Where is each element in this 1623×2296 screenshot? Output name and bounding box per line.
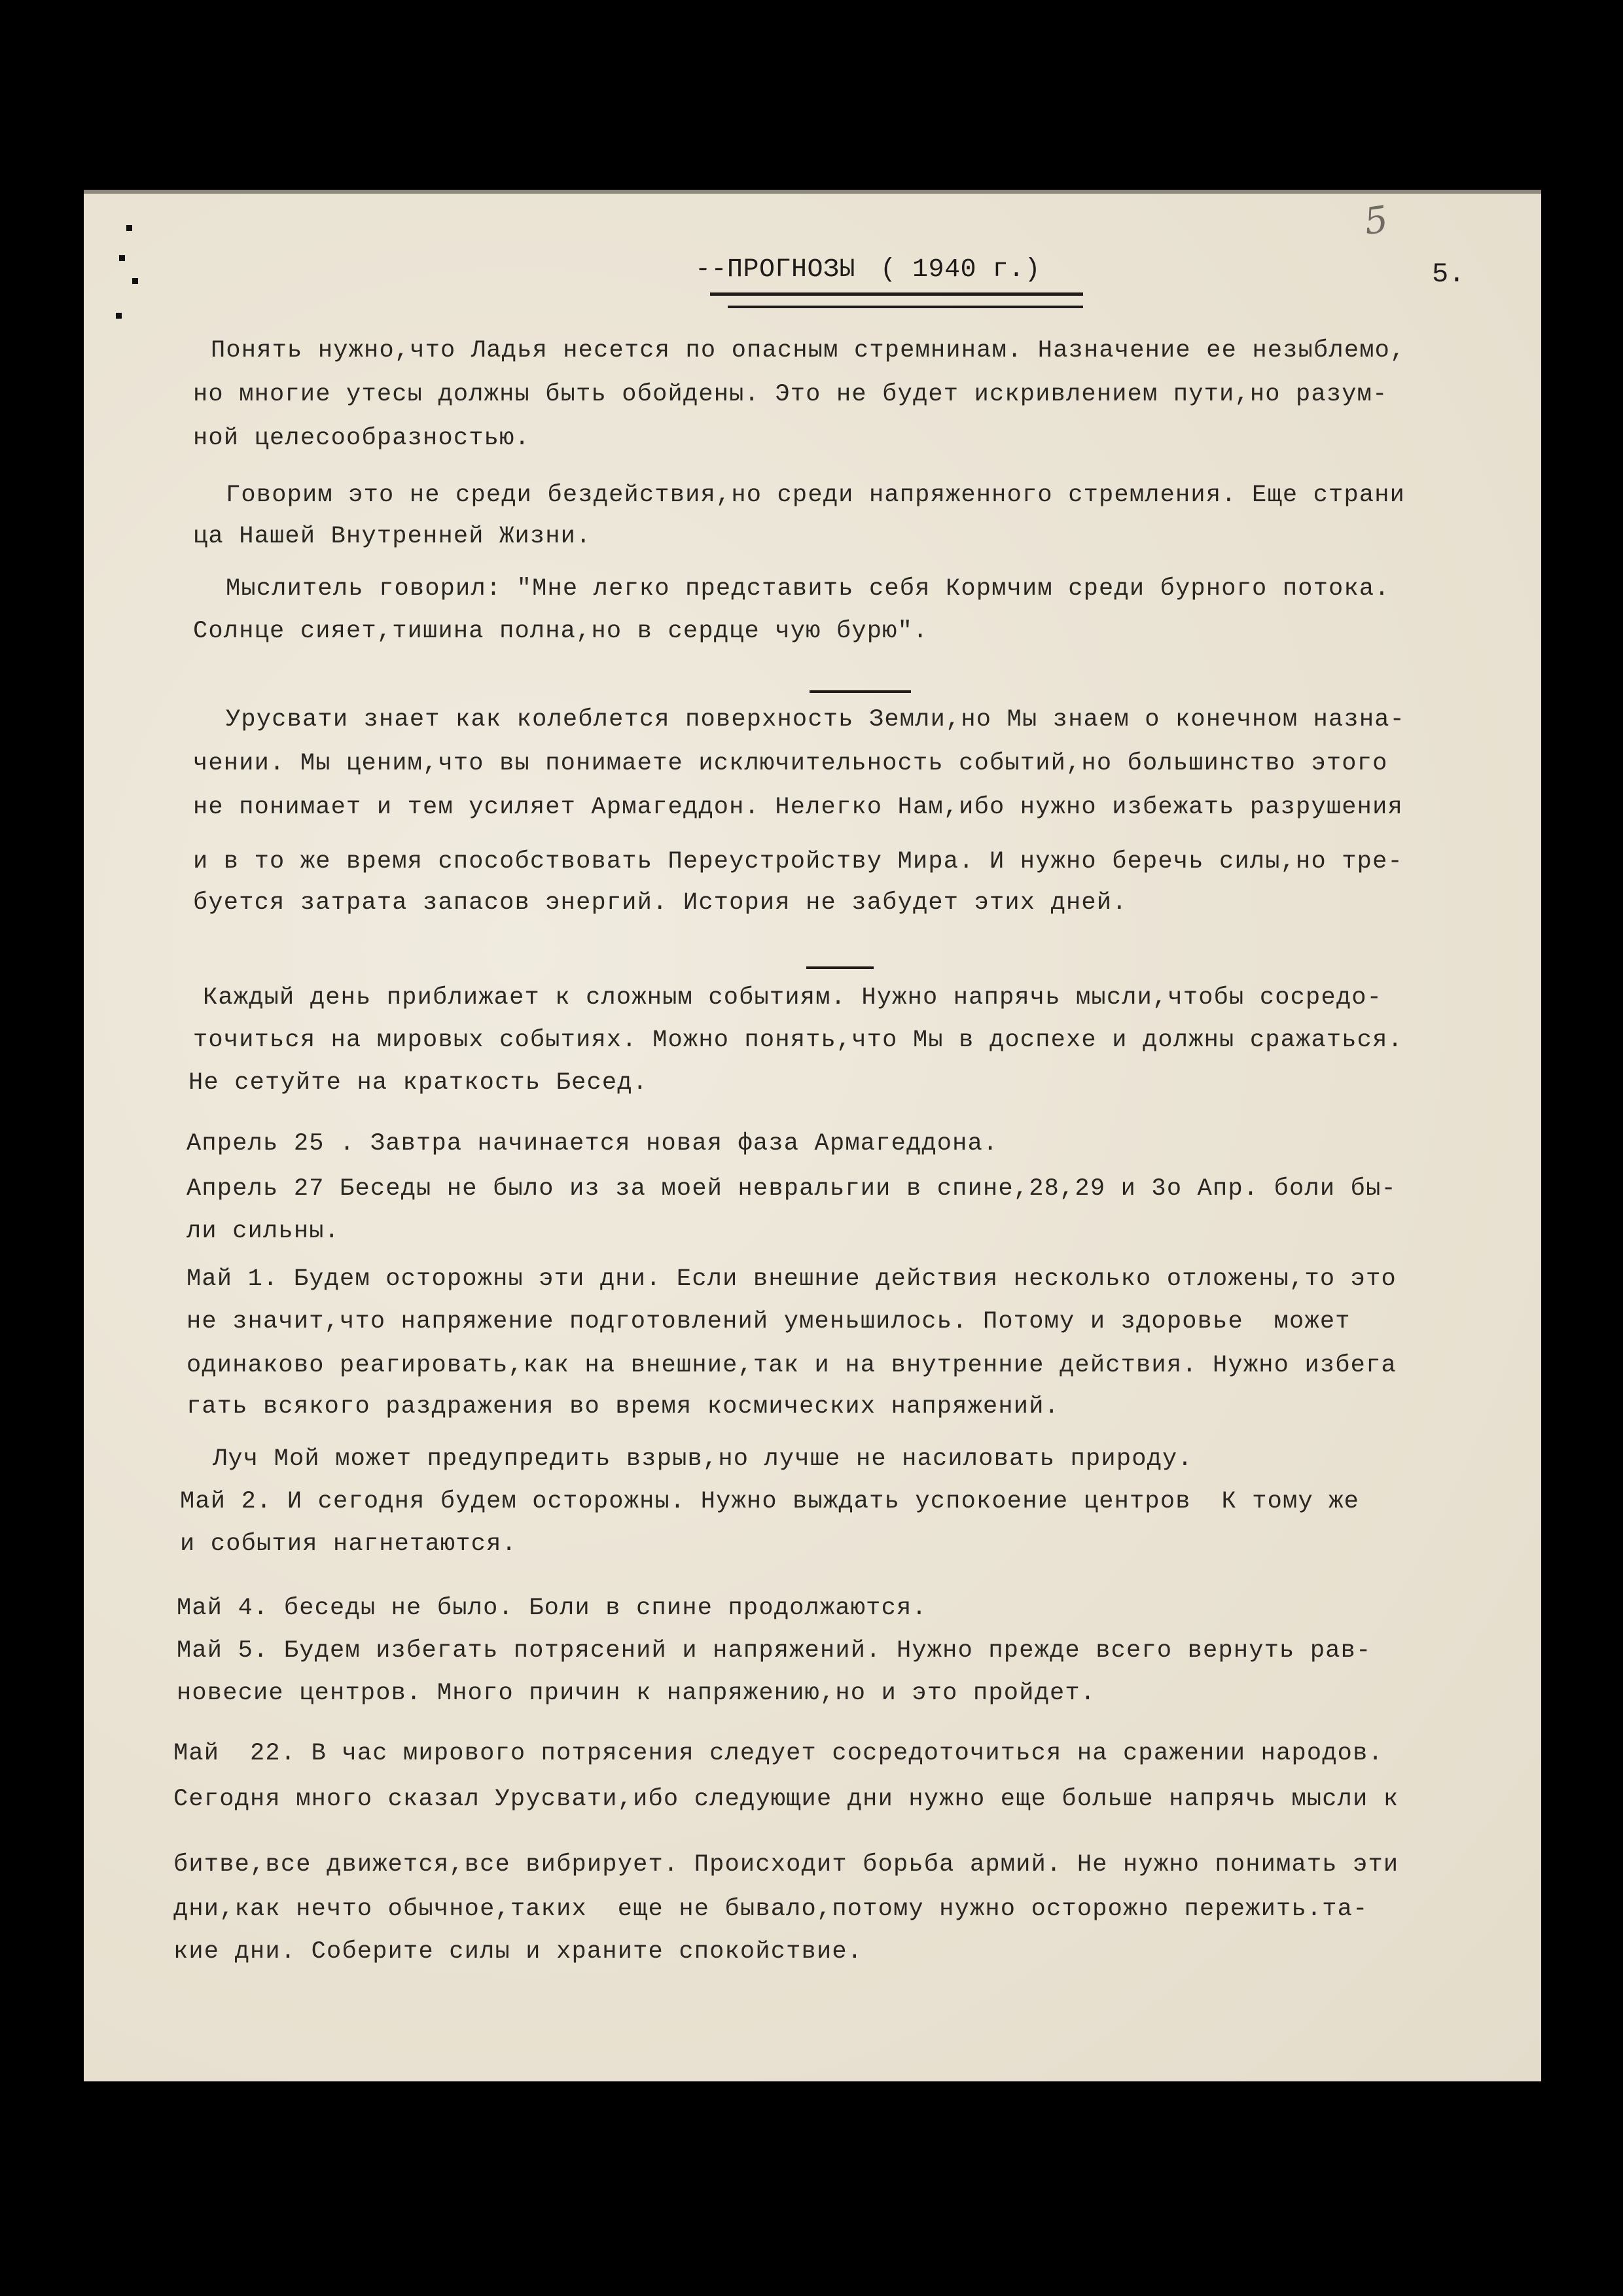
text-line: не понимает и тем усиляет Армагеддон. Нелегко Нам,ибо нужно избежать разрушения xyxy=(193,794,1403,821)
text-line: не значит,что напряжение подготовлений уменьшилось. Потому и здоровье может xyxy=(187,1308,1351,1335)
text-line: Солнце сияет,тишина полна,но в сердце чую бурю". xyxy=(193,618,929,645)
text-line: Май 22. В час мирового потрясения следует сосредоточиться на сражении народов. xyxy=(173,1740,1383,1767)
punch-hole-mark xyxy=(132,278,138,284)
text-line: ца Нашей Внутренней Жизни. xyxy=(193,523,592,550)
text-line: и в то же время способствовать Переустройству Мира. И нужно беречь силы,но тре- xyxy=(193,848,1403,875)
text-line: и события нагнетаются. xyxy=(180,1530,517,1558)
text-line: Сегодня много сказал Урусвати,ибо следующие дни нужно еще больше напрячь мысли к xyxy=(173,1786,1399,1813)
section-separator xyxy=(810,690,911,693)
text-line: Май 4. беседы не было. Боли в спине продолжаются. xyxy=(177,1595,927,1622)
punch-hole-mark xyxy=(126,225,132,231)
text-line: Понять нужно,что Ладья несется по опасным стремнинам. Назначение ее незыблемо, xyxy=(211,337,1406,364)
text-line: Апрель 25 . Завтра начинается новая фаза Армагеддона. xyxy=(187,1130,999,1157)
title-underline-second xyxy=(728,306,1083,308)
text-line: ной целесообразностью. xyxy=(193,425,530,452)
text-line: Май 2. И сегодня будем осторожны. Нужно выждать успокоение центров К тому же xyxy=(180,1488,1360,1515)
document-title: --ПРОГНОЗЫ xyxy=(695,255,856,285)
text-line: дни,как нечто обычное,таких еще не бывало,потому нужно осторожно пережить.та- xyxy=(173,1896,1368,1923)
text-line: чении. Мы ценим,что вы понимаете исключительность событий,но большинство этого xyxy=(193,750,1388,777)
text-line: Не сетуйте на краткость Бесед. xyxy=(188,1069,649,1097)
text-line: Урусвати знает как колеблется поверхность Земли,но Мы знаем о конечном назна- xyxy=(226,706,1406,733)
text-line: Каждый день приближает к сложным событиям. Нужно напрячь мысли,чтобы сосредо- xyxy=(203,984,1383,1012)
punch-hole-mark xyxy=(119,255,125,261)
text-line: ли сильны. xyxy=(187,1218,340,1245)
text-line: Апрель 27 Беседы не было из за моей невральгии в спине,28,29 и 3о Апр. боли бы- xyxy=(187,1175,1397,1203)
text-line: Май 1. Будем осторожны эти дни. Если внешние действия несколько отложены,то это xyxy=(187,1265,1397,1293)
punch-hole-mark xyxy=(116,313,122,319)
title-underline xyxy=(710,292,1083,296)
handwritten-page-number: 5 xyxy=(1361,198,1391,244)
text-line: Май 5. Будем избегать потрясений и напряжений. Нужно прежде всего вернуть рав- xyxy=(177,1637,1372,1665)
text-line: новесие центров. Много причин к напряжению,но и это пройдет. xyxy=(177,1680,1096,1707)
text-line: но многие утесы должны быть обойдены. Это не будет искривлением пути,но разум- xyxy=(193,381,1388,408)
document-year: ( 1940 г.) xyxy=(880,255,1041,285)
page-number: 5. xyxy=(1432,258,1465,290)
text-line: Говорим это не среди бездействия,но среди напряженного стремления. Еще страни xyxy=(226,482,1406,509)
text-line: точиться на мировых событиях. Можно понять,что Мы в доспехе и должны сражаться. xyxy=(193,1027,1403,1054)
text-line: одинаково реагировать,как на внешние,так и на внутренние действия. Нужно избега xyxy=(187,1352,1397,1379)
text-line: кие дни. Соберите силы и храните спокойствие. xyxy=(173,1938,863,1966)
text-line: гать всякого раздражения во время космических напряжений. xyxy=(187,1393,1060,1421)
text-line: Мыслитель говорил: "Мне легко представить себя Кормчим среди бурного потока. xyxy=(226,575,1390,603)
text-line: битве,все движется,все вибрирует. Происходит борьба армий. Не нужно понимать эти xyxy=(173,1851,1399,1879)
text-line: буется затрата запасов энергий. История не забудет этих дней. xyxy=(193,889,1128,917)
text-line: Луч Мой может предупредить взрыв,но лучше не насиловать природу. xyxy=(213,1445,1193,1473)
section-separator xyxy=(806,966,874,969)
